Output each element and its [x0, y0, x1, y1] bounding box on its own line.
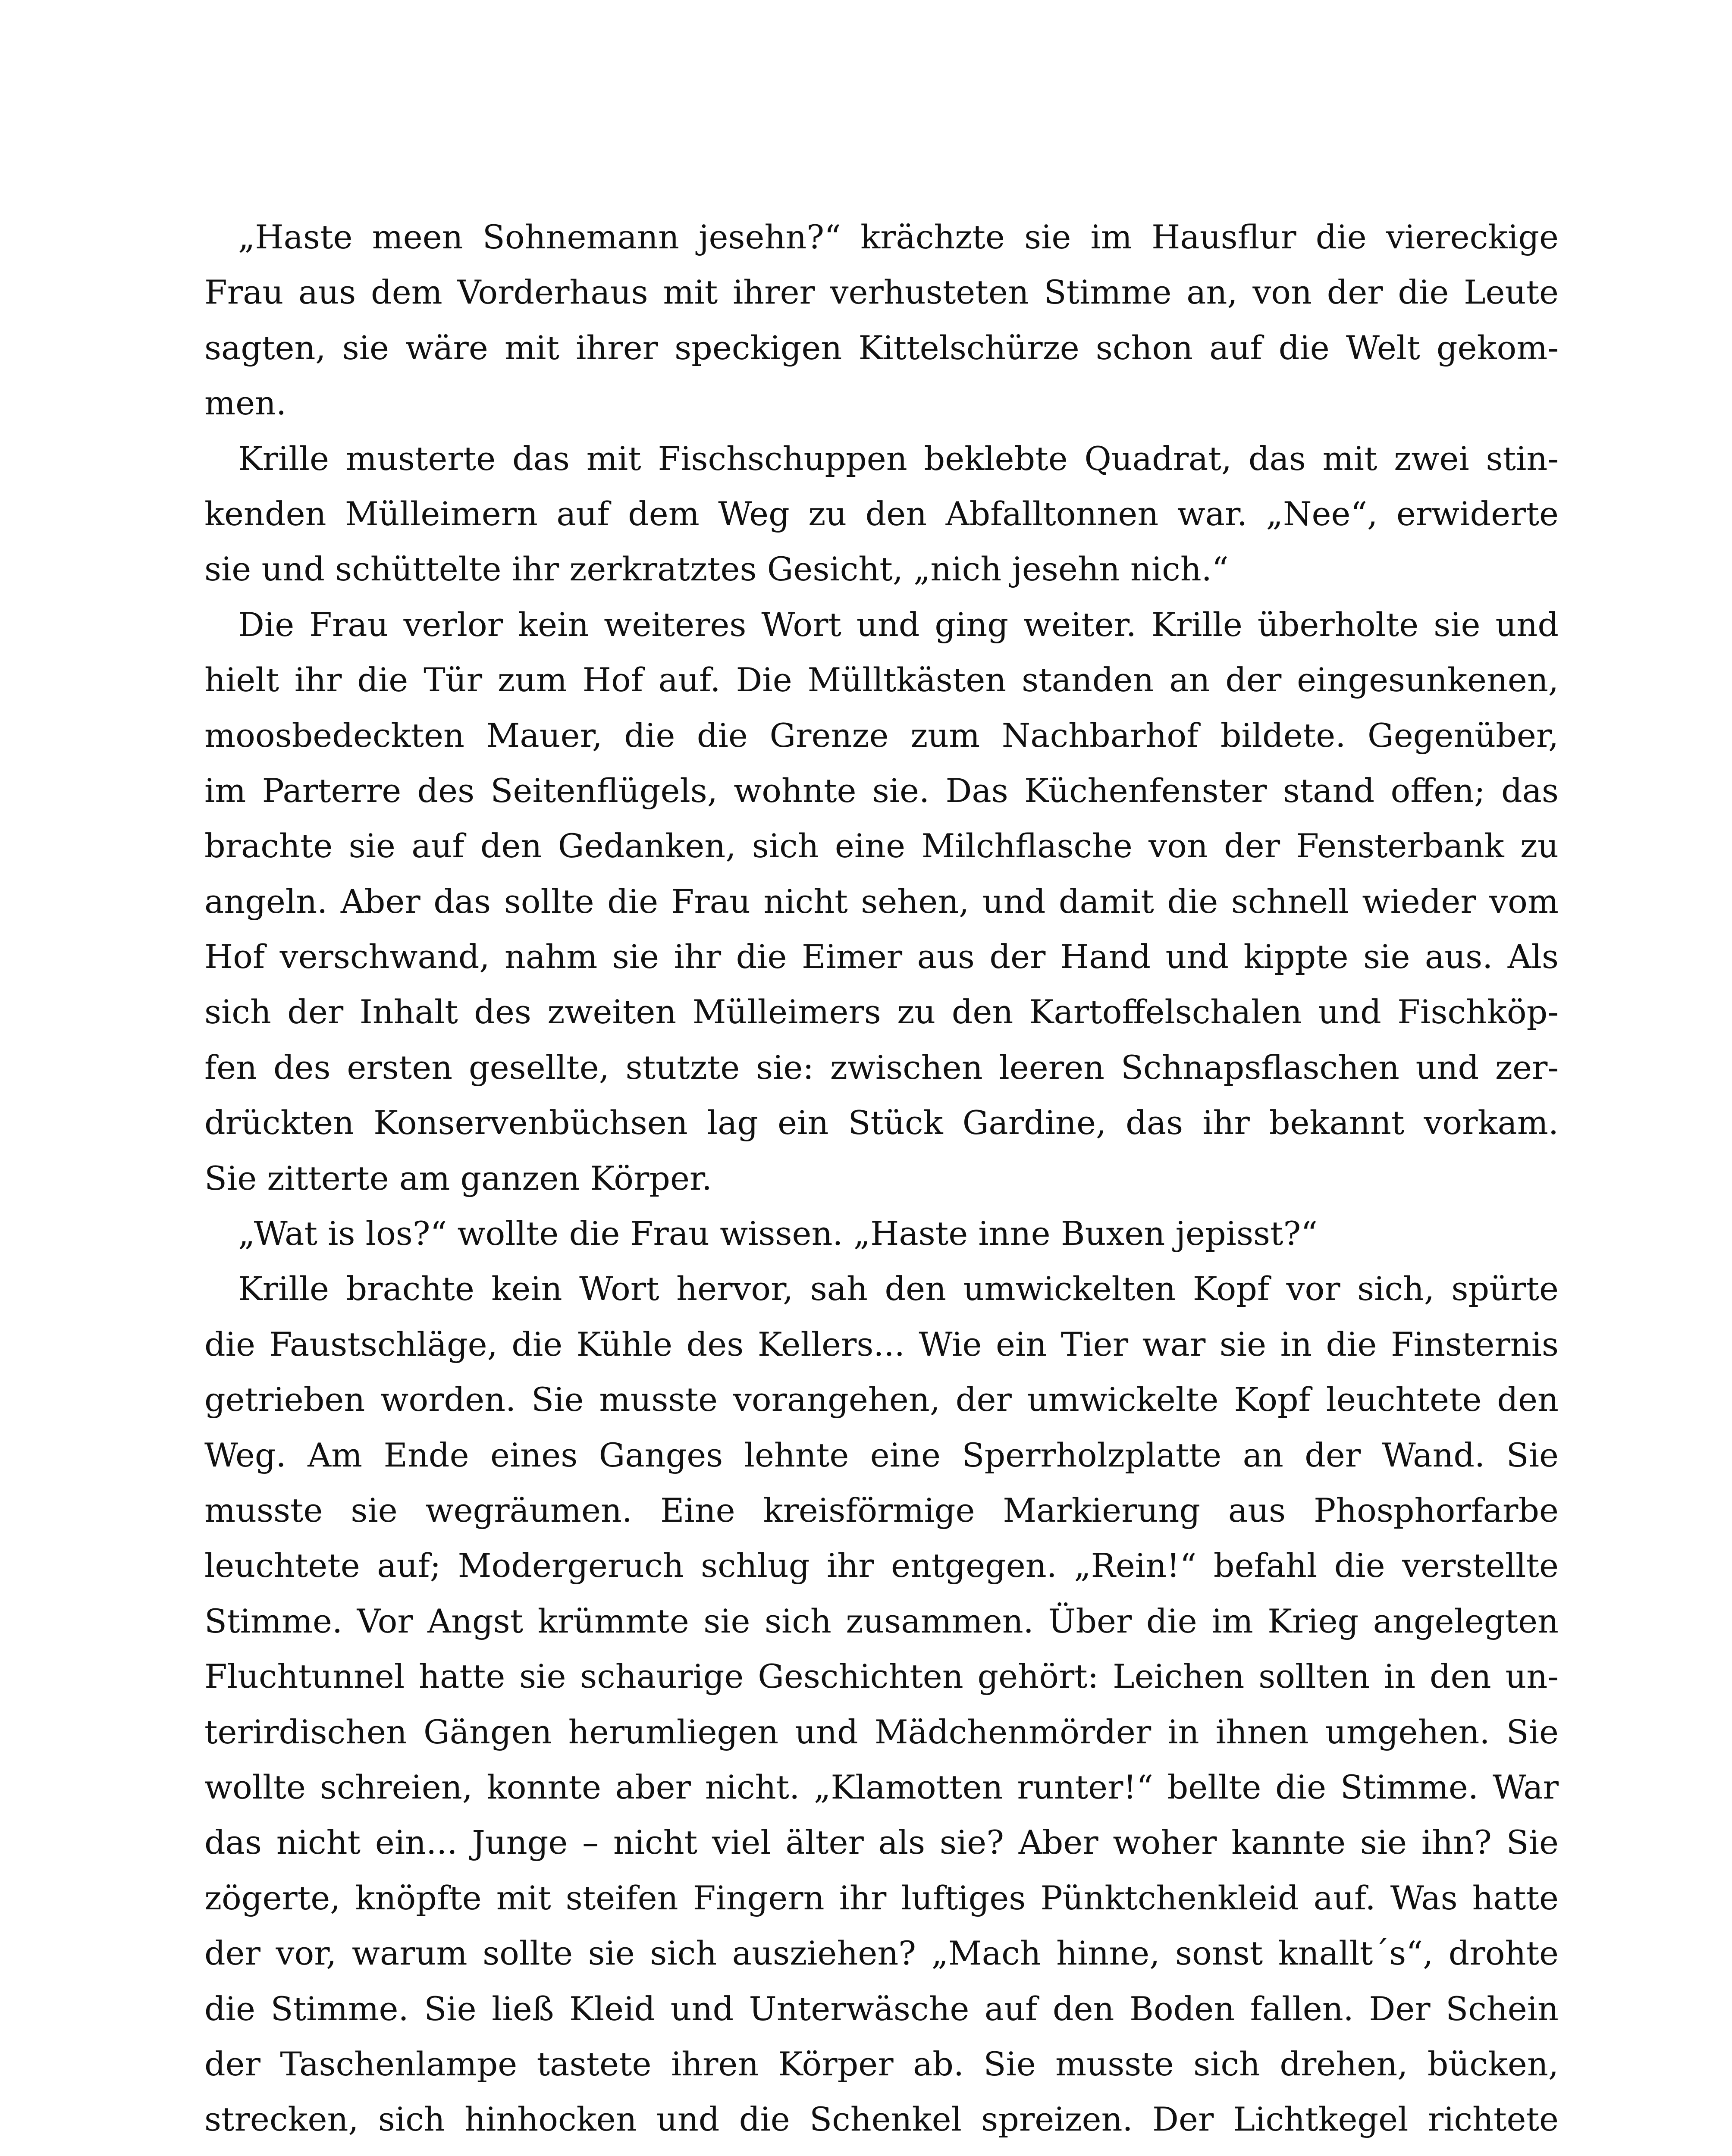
- text-line: men.: [204, 384, 287, 423]
- text-line: getrieben worden. Sie musste vorangehen, der umwickelte Kopf leuchtete den: [204, 1380, 1559, 1419]
- text-line: sich der Inhalt des zweiten Mülleimers zu den Kartoffelschalen und Fischköp-: [204, 993, 1559, 1031]
- text-line: sagten, sie wäre mit ihrer speckigen Kittelschürze schon auf die Welt gekom-: [204, 328, 1559, 367]
- body-text: [204, 210, 1559, 2156]
- text-line: [204, 2147, 1559, 2156]
- text-line: sie und schüttelte ihr zerkratztes Gesicht, „nich jesehn nich.“: [204, 550, 1229, 589]
- text-line: musste sie wegräumen. Eine kreisförmige Markierung aus Phosphorfarbe: [204, 1491, 1559, 1529]
- text-line: im Parterre des Seitenflügels, wohnte sie. Das Küchenfenster stand offen; das: [204, 771, 1559, 810]
- text-line: wollte schreien, konnte aber nicht. „Klamotten runter!“ bellte die Stimme. War: [204, 1767, 1559, 1806]
- text-line: strecken, sich hinhocken und die Schenkel spreizen. Der Lichtkegel richtete: [204, 2100, 1559, 2139]
- text-line: Hof verschwand, nahm sie ihr die Eimer aus der Hand und kippte sie aus. Als: [204, 937, 1559, 976]
- text-line: Frau aus dem Vorderhaus mit ihrer verhusteten Stimme an, von der die Leute: [204, 273, 1559, 312]
- text-line: Krille brachte kein Wort hervor, sah den umwickelten Kopf vor sich, spürte: [238, 1269, 1559, 1308]
- text-line: hielt ihr die Tür zum Hof auf. Die Mülltkästen standen an der eingesunkenen,: [204, 661, 1559, 699]
- text-line: Weg. Am Ende eines Ganges lehnte eine Sperrholzplatte an der Wand. Sie: [204, 1435, 1559, 1474]
- text-line: die Faustschläge, die Kühle des Kellers... Wie ein Tier war sie in die Finsternis: [204, 1325, 1559, 1363]
- text-line: Krille musterte das mit Fischschuppen beklebte Quadrat, das mit zwei stin-: [238, 439, 1559, 478]
- text-line: brachte sie auf den Gedanken, sich eine Milchflasche von der Fensterbank zu: [204, 827, 1559, 865]
- text-line: fen des ersten gesellte, stutzte sie: zwischen leeren Schnapsflaschen und zer-: [204, 1048, 1559, 1087]
- text-line: zögerte, knöpfte mit steifen Fingern ihr luftiges Pünktchenkleid auf. Was hatte: [204, 1878, 1559, 1917]
- text-line: drückten Konservenbüchsen lag ein Stück Gardine, das ihr bekannt vorkam.: [204, 1103, 1559, 1142]
- text-line: „Wat is los?“ wollte die Frau wissen. „Haste inne Buxen jepisst?“: [238, 1214, 1318, 1253]
- text-line: das nicht ein... Junge – nicht viel älter als sie? Aber woher kannte sie ihn? Sie: [204, 1823, 1559, 1862]
- text-line: kenden Mülleimern auf dem Weg zu den Abfalltonnen war. „Nee“, erwiderte: [204, 494, 1559, 533]
- text-line: moosbedeckten Mauer, die die Grenze zum Nachbarhof bildete. Gegenüber,: [204, 716, 1559, 755]
- text-line: „Haste meen Sohnemann jesehn?“ krächzte sie im Hausflur die viereckige: [238, 218, 1559, 256]
- text-line: der vor, warum sollte sie sich ausziehen? „Mach hinne, sonst knallt´s“, drohte: [204, 1934, 1559, 1973]
- text-line: leuchtete auf; Modergeruch schlug ihr entgegen. „Rein!“ befahl die verstellte: [204, 1546, 1559, 1585]
- text-line: terirdischen Gängen herumliegen und Mädchenmörder in ihnen umgehen. Sie: [204, 1712, 1559, 1751]
- text-line: Stimme. Vor Angst krümmte sie sich zusammen. Über die im Krieg angelegten: [204, 1601, 1559, 1640]
- text-line: die Stimme. Sie ließ Kleid und Unterwäsche auf den Boden fallen. Der Schein: [204, 1989, 1559, 2028]
- text-line: Fluchtunnel hatte sie schaurige Geschichten gehört: Leichen sollten in den un-: [204, 1657, 1559, 1696]
- text-line: angeln. Aber das sollte die Frau nicht sehen, und damit die schnell wieder vom: [204, 882, 1559, 921]
- text-line: Die Frau verlor kein weiteres Wort und ging weiter. Krille überholte sie und: [238, 605, 1559, 644]
- text-line: der Taschenlampe tastete ihren Körper ab. Sie musste sich drehen, bücken,: [204, 2044, 1559, 2083]
- text-line: Sie zitterte am ganzen Körper.: [204, 1159, 712, 1197]
